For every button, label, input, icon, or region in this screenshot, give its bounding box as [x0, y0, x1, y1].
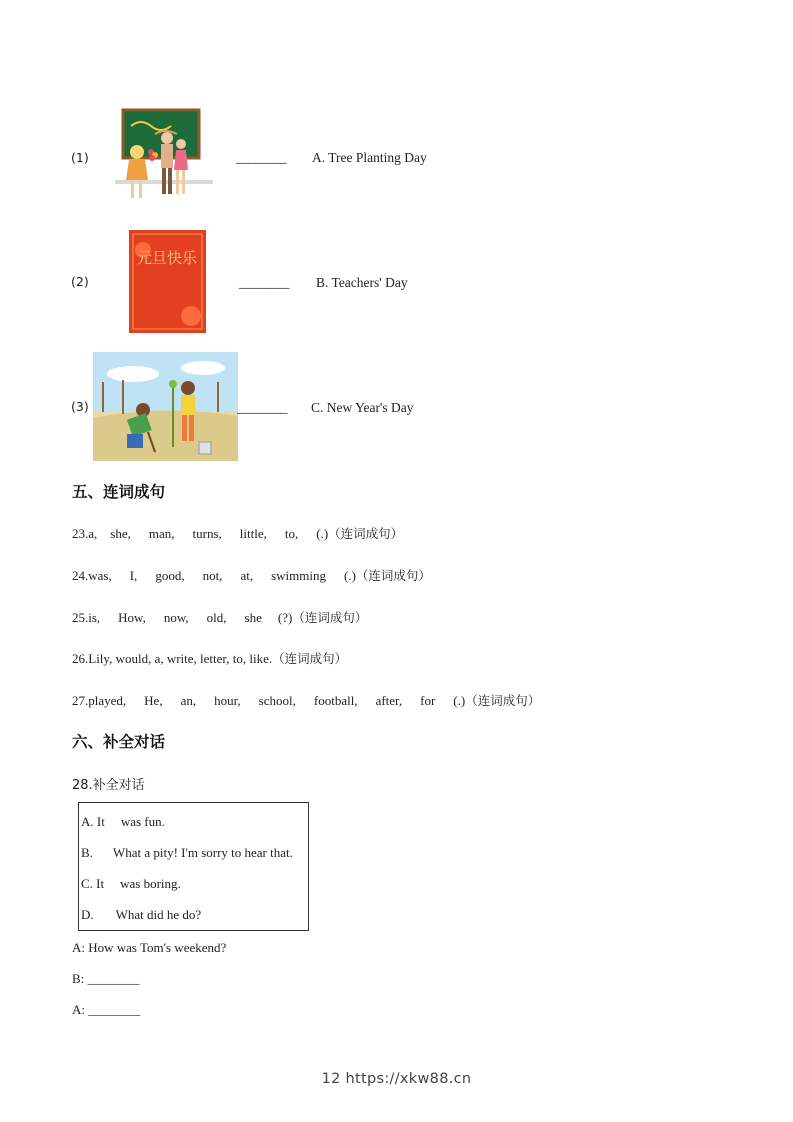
question-24: [72, 566, 431, 584]
word: she,: [110, 526, 131, 541]
question-prefix: 27.played,: [72, 693, 127, 708]
question-label: 28.补全对话: [72, 778, 145, 793]
word: at,: [240, 568, 254, 583]
option-text: was boring.: [120, 876, 181, 891]
word: hour,: [214, 693, 241, 708]
word: an,: [180, 693, 197, 708]
dialog-line: A: How was Tom's weekend?: [72, 940, 227, 955]
option-c: C. New Year's Day: [311, 400, 414, 415]
dialog-line[interactable]: A: ________: [72, 1002, 141, 1017]
card-text: 元旦快乐: [136, 249, 198, 267]
question-prefix: 24.was,: [72, 568, 112, 583]
option-letter: B.: [81, 845, 93, 860]
page-footer: 12 https://xkw88.cn: [321, 1071, 472, 1087]
question-prefix: 23.a,: [72, 526, 98, 541]
item-number: (3): [71, 399, 89, 414]
word: after,: [375, 693, 403, 708]
option-b: B. Teachers' Day: [316, 275, 408, 290]
teachers-day-picture: [115, 108, 213, 204]
option-letter: D.: [81, 907, 94, 922]
word: (?): [277, 610, 293, 625]
item-number: (2): [71, 274, 89, 289]
answer-blank[interactable]: ________: [236, 150, 286, 165]
option-row: [81, 876, 181, 892]
question-26: [72, 649, 347, 667]
word: for: [420, 693, 436, 708]
option-row: [81, 907, 201, 923]
question-27: [72, 691, 540, 709]
options-box: [78, 802, 309, 931]
word: (.): [453, 693, 466, 708]
new-year-card-picture: [129, 230, 206, 333]
item-number: (1): [71, 150, 89, 165]
option-text: What a pity! I'm sorry to hear that.: [112, 845, 293, 860]
word: school,: [258, 693, 296, 708]
instruction: （连词成句）: [465, 693, 541, 708]
word: turns,: [192, 526, 222, 541]
word: (.): [316, 526, 329, 541]
section-title: 六、补全对话: [72, 733, 166, 751]
option-letter: C. It: [81, 876, 105, 891]
section-title: 五、连词成句: [72, 483, 166, 501]
option-row: [81, 814, 165, 830]
option-a: A. Tree Planting Day: [312, 150, 427, 165]
word: football,: [313, 693, 358, 708]
word: not,: [202, 568, 223, 583]
word: I,: [129, 568, 138, 583]
word: good,: [155, 568, 185, 583]
instruction: （连词成句）: [355, 568, 431, 583]
question-23: [72, 524, 403, 542]
word: old,: [206, 610, 227, 625]
word: He,: [144, 693, 163, 708]
word: she: [244, 610, 262, 625]
answer-blank[interactable]: ________: [239, 275, 289, 290]
question-prefix: 26.Lily, would, a, write, letter, to, like.: [72, 651, 273, 666]
option-text: was fun.: [120, 814, 165, 829]
option-text: What did he do?: [115, 907, 202, 922]
option-letter: A. It: [81, 814, 105, 829]
option-row: [81, 845, 293, 861]
question-25: [72, 608, 367, 626]
word: little,: [239, 526, 267, 541]
word: now,: [163, 610, 189, 625]
word: How,: [118, 610, 146, 625]
word: man,: [148, 526, 175, 541]
tree-planting-picture: [93, 352, 238, 461]
question-prefix: 25.is,: [72, 610, 101, 625]
dialog-line[interactable]: B: ________: [72, 971, 140, 986]
word: swimming: [271, 568, 326, 583]
instruction: （连词成句）: [272, 651, 348, 666]
word: (.): [343, 568, 356, 583]
instruction: （连词成句）: [292, 610, 368, 625]
instruction: （连词成句）: [328, 526, 404, 541]
word: to,: [284, 526, 299, 541]
answer-blank[interactable]: ________: [237, 400, 287, 415]
